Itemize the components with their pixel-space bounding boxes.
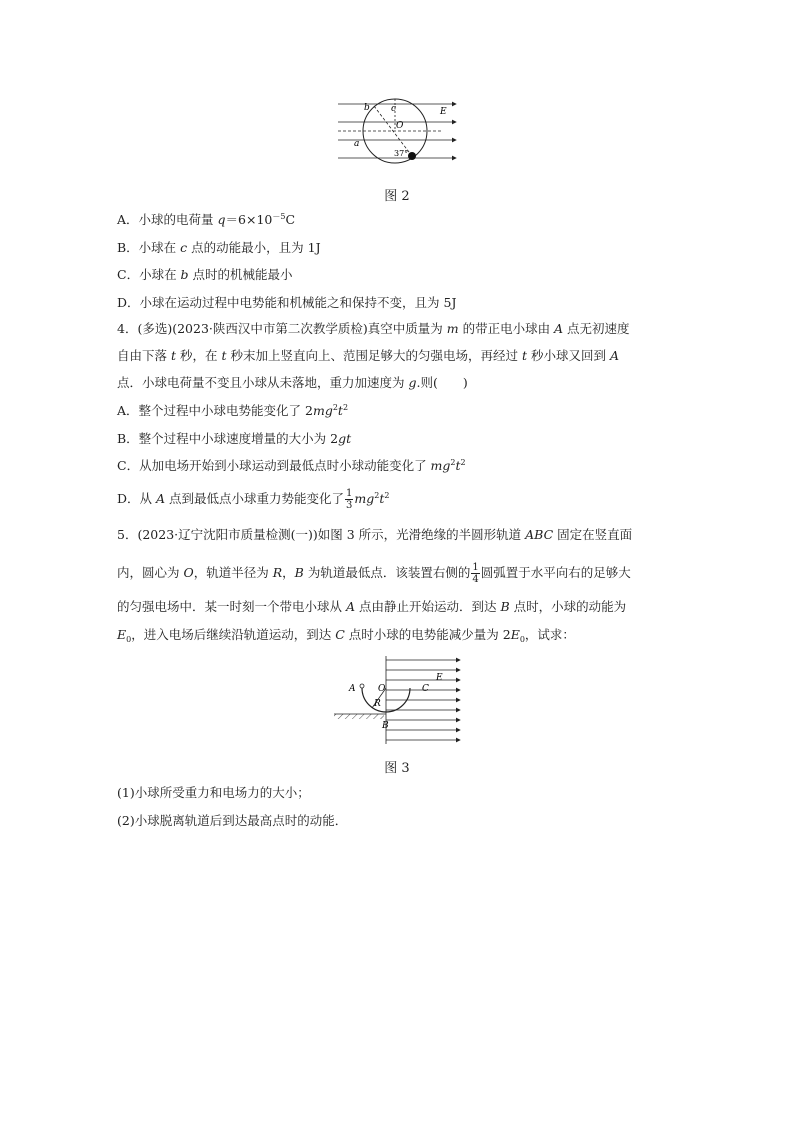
q5-subquestion-2: (2)小球脱离轨道后到达最高点时的动能．	[117, 813, 348, 828]
figure-2-diagram	[332, 94, 462, 174]
q4-stem-line-1: 4．(多选)(2023·陕西汉中市第二次教学质检)真空中质量为 m 的带正电小球由 A 点无初速度	[117, 321, 630, 336]
q5-subquestion-1: (1)小球所受重力和电场力的大小；	[117, 785, 310, 800]
label-b: b	[364, 103, 370, 113]
q4-option-b: B．整个过程中小球速度增量的大小为 2gt	[117, 431, 352, 446]
label-B: B	[382, 721, 389, 731]
label-R: R	[374, 699, 381, 709]
q3-option-d: D．小球在运动过程中电势能和机械能之和保持不变，且为 5J	[117, 295, 457, 310]
q5-stem-line-2: 内，圆心为 O，轨道半径为 R，B 为轨道最低点．该装置右侧的 $\frac{1}{4}$ 圆弧置于水平向右的足够大	[117, 562, 631, 585]
label-E: E	[436, 673, 443, 683]
figure-3-diagram	[332, 654, 464, 746]
figure-2-caption: 图 2	[384, 189, 410, 204]
label-angle: 37°	[394, 149, 409, 158]
figure-3-caption: 图 3	[384, 761, 410, 776]
fraction-one-third: $\frac{1}{3}$	[346, 488, 353, 511]
q3-option-a: A．小球的电荷量 $q=6\times 10^{-5}C$	[117, 212, 296, 227]
q3-option-b: B．小球在 c 点的动能最小，且为 1J	[117, 240, 321, 255]
label-A: A	[349, 684, 356, 694]
q4-option-a: A．整个过程中小球电势能变化了 $2mg^2t^2$	[117, 403, 349, 418]
q3-option-c: C．小球在 b 点时的机械能最小	[117, 267, 293, 282]
fraction-one-quarter: $\frac{1}{4}$	[472, 562, 479, 585]
q4-stem-line-2: 自由下落 t 秒，在 t 秒末加上竖直向上、范围足够大的匀强电场，再经过 t 秒小球又回到 A	[117, 348, 619, 363]
label-C: C	[422, 684, 429, 694]
ball-at-A	[360, 684, 364, 688]
q4-option-d: D．从 A 点到最低点小球重力势能变化了 $\frac{1}{3}$ $mg^2t^2$	[117, 488, 390, 511]
q4-option-c: C．从加电场开始到小球运动到最低点时小球动能变化了 $mg^2t^2$	[117, 458, 466, 473]
q5-stem-line-4: $E_0$，进入电场后继续沿轨道运动，到达 C 点时小球的电势能减少量为 $2E_0$，试求：	[117, 627, 575, 644]
q5-stem-line-1: 5．(2023·辽宁沈阳市质量检测(一))如图 3 所示，光滑绝缘的半圆形轨道 ABC 固定在竖直面	[117, 527, 633, 542]
q5-stem-line-3: 的匀强电场中．某一时刻一个带电小球从 A 点由静止开始运动．到达 B 点时，小球的动能为	[117, 599, 627, 614]
q4-stem-line-3: 点．小球电荷量不变且小球从未落地，重力加速度为 g.则( )	[117, 375, 468, 390]
label-O: O	[378, 684, 386, 694]
label-O: O	[396, 121, 404, 131]
label-c: c	[391, 104, 397, 114]
charged-ball	[408, 152, 416, 160]
label-a: a	[354, 139, 360, 149]
ground-hatch	[334, 714, 384, 719]
label-E: E	[440, 107, 447, 117]
